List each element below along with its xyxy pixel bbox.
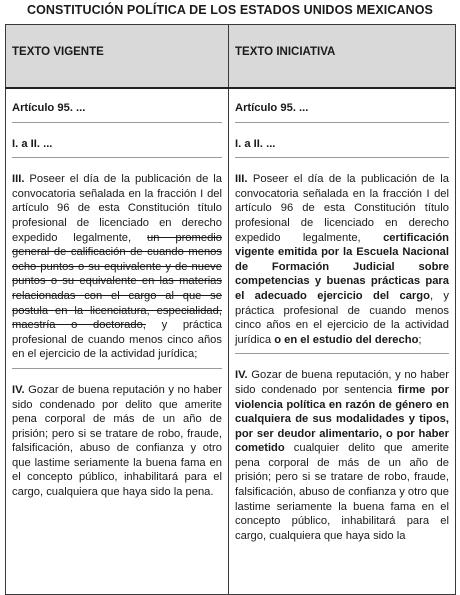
fraction-iv-text bbox=[12, 383, 222, 500]
article-heading: Artículo 95. ... bbox=[12, 102, 86, 114]
fraction-iii-text bbox=[12, 172, 222, 362]
fraction-text: , y práctica profesional de cuando menos cinco años en el ejercicio de la actividad jurídica bbox=[235, 289, 449, 346]
fraction-text: Poseer el día de la publicación de la convocatoria señalada en la fracción I del artículo 96 de esta Constitución título profesional de licenciado en derecho expedido legalmente, bbox=[12, 173, 222, 244]
document-title: CONSTITUCIÓN POLÍTICA DE LOS ESTADOS UNIDOS MEXICANOS bbox=[26, 3, 433, 17]
fractions-range: I. a II. ... bbox=[235, 137, 276, 150]
fraction-iii-text bbox=[235, 172, 449, 347]
article-block bbox=[12, 89, 222, 123]
fractions-range-block bbox=[235, 123, 449, 159]
header-texto-vigente: TEXTO VIGENTE bbox=[6, 25, 229, 89]
fraction-text: Gozar de buena reputación, y no haber sido condenado por sentencia bbox=[235, 369, 449, 396]
column-texto-iniciativa bbox=[229, 88, 456, 595]
article-block bbox=[235, 89, 449, 123]
fraction-text: y práctica profesional de cuando menos cinco años en el ejercicio de la actividad jurídica; bbox=[12, 319, 222, 361]
fraction-label: III. bbox=[235, 173, 248, 186]
fractions-range-block bbox=[12, 123, 222, 159]
fraction-label: IV. bbox=[235, 369, 248, 382]
table-header-row bbox=[6, 25, 456, 89]
header-texto-iniciativa: TEXTO INICIATIVA bbox=[229, 25, 456, 89]
fractions-range: I. a II. ... bbox=[12, 137, 53, 150]
fraction-label: III. bbox=[12, 173, 25, 186]
fraction-iv-text bbox=[235, 368, 449, 543]
table-body-row bbox=[6, 88, 456, 595]
fraction-text: Gozar de buena reputación y no haber sido condenado por delito que amerite pena corporal de más de un año de prisión; pero si se tratare de robo, fraude, falsificación, abuso de confianza y otro que lastime seriamente la buena fama en el concepto público, inhabilitará para el cargo, cualquiera que haya sido la pena. bbox=[12, 383, 222, 499]
added-text: o en el estudio del derecho bbox=[274, 333, 419, 346]
fraction-label: IV. bbox=[12, 383, 25, 396]
added-text: firme por violencia política en razón de género en cualquiera de sus modalidades y tipos, por ser deudor alimentario, o por haber cometido bbox=[235, 383, 449, 455]
fraction-text: Poseer el día de la publicación de la convocatoria señalada en la fracción I del artículo 96 de esta Constitución título profesional de licenciado en derecho expedido legalmente, bbox=[235, 173, 449, 244]
column-texto-vigente bbox=[6, 88, 229, 595]
fraction-iii-block bbox=[235, 158, 449, 354]
fraction-iv-block bbox=[12, 369, 222, 506]
fraction-text: ; bbox=[418, 333, 422, 346]
fraction-iii-block bbox=[12, 158, 222, 369]
added-text: certificación vigente emitida por la Escuela Nacional de Formación Judicial sobre competencias y buenas prácticas para el adecuado ejercicio del cargo bbox=[235, 231, 449, 302]
struck-text: un promedio general de calificación de cuando menos ocho puntos o su equivalente y de nueve puntos o su equivalente en las materias relacionadas con el cargo al que se postula en la licenciatura, especialidad, maestría o doctorado, bbox=[12, 231, 222, 332]
comparison-table bbox=[5, 24, 456, 595]
fraction-iv-block bbox=[235, 354, 449, 549]
fraction-text: cualquier delito que amerite pena corporal de más de un año de prisión; pero si se tratare de robo, fraude, falsificación, abuso de confianza y otro que lastime seriamente la buena fama en el concepto público, inhabilitará para el cargo, cualquiera que haya sido la bbox=[235, 442, 449, 542]
article-heading: Artículo 95. ... bbox=[235, 102, 309, 114]
